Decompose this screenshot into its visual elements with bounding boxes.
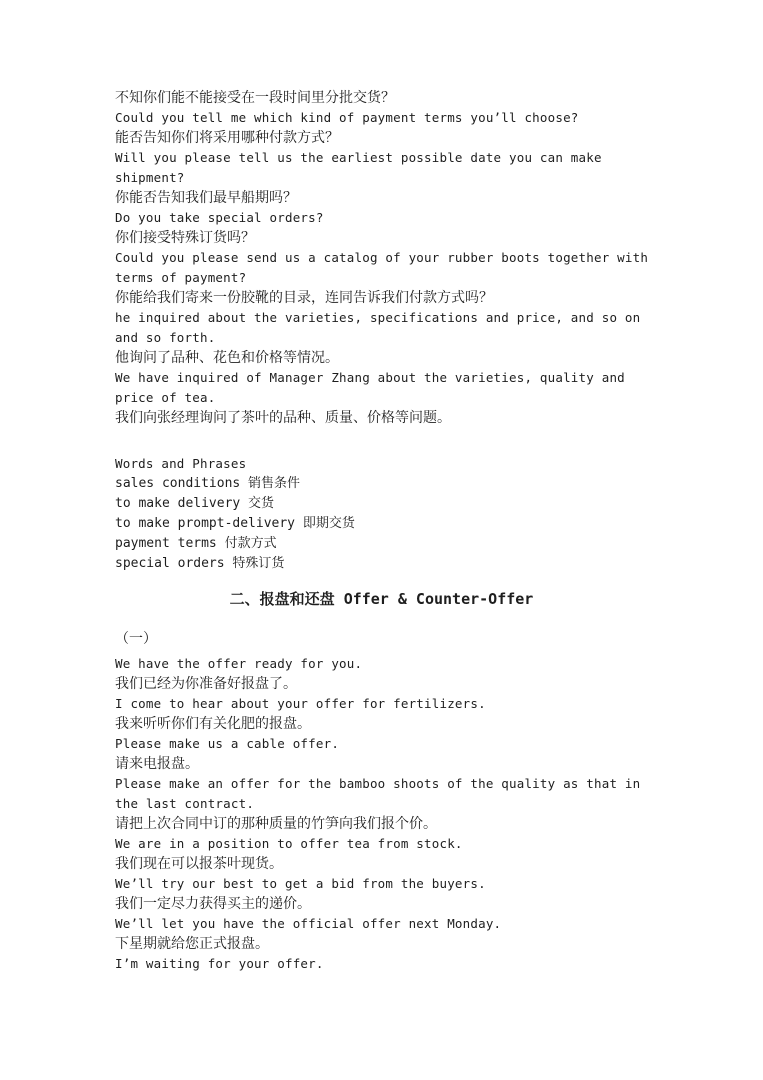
english-line: Please make us a cable offer. <box>115 736 340 751</box>
chinese-line: 下星期就给您正式报盘。 <box>115 936 269 952</box>
paragraph <box>0 88 763 108</box>
section2-paragraphs <box>0 654 763 974</box>
word-phrase-item: special orders 特殊订货 <box>115 556 285 571</box>
chinese-line: 你们接受特殊订货吗？ <box>115 230 255 246</box>
english-line: I’m waiting for your offer. <box>115 956 324 971</box>
english-line: terms of payment? <box>115 270 247 285</box>
chinese-line: 我们现在可以报茶叶现货。 <box>115 856 283 872</box>
english-line: Will you please tell us the earliest possible date you can make <box>115 150 602 165</box>
paragraph <box>0 368 763 428</box>
english-line: Do you take special orders? <box>115 210 324 225</box>
word-phrase-item: sales conditions 销售条件 <box>115 476 301 491</box>
paragraph <box>0 834 763 874</box>
chinese-line: 请来电报盘。 <box>115 756 199 772</box>
chinese-line: 请把上次合同中订的那种质量的竹笋向我们报个价。 <box>115 816 437 832</box>
words-and-phrases-list <box>0 474 763 574</box>
english-line: We have inquired of Manager Zhang about the varieties, quality and <box>115 370 625 385</box>
english-line: shipment? <box>115 170 185 185</box>
paragraph <box>0 248 763 308</box>
paragraph <box>0 874 763 914</box>
english-line: I come to hear about your offer for fertilizers. <box>115 696 486 711</box>
chinese-line: 我来听听你们有关化肥的报盘。 <box>115 716 311 732</box>
english-line: he inquired about the varieties, specifications and price, and so on <box>115 310 641 325</box>
word-phrase-item: payment terms 付款方式 <box>115 536 277 551</box>
paragraph <box>0 308 763 368</box>
english-line: price of tea. <box>115 390 216 405</box>
paragraph <box>0 148 763 208</box>
paragraph <box>0 954 763 974</box>
english-line: We’ll let you have the official offer next Monday. <box>115 916 502 931</box>
paragraph <box>0 734 763 774</box>
chinese-line: 我们已经为你准备好报盘了。 <box>115 676 297 692</box>
english-line: We have the offer ready for you. <box>115 656 363 671</box>
section1-paragraphs <box>0 88 763 428</box>
words-and-phrases-block <box>0 454 763 574</box>
chinese-line: 我们一定尽力获得买主的递价。 <box>115 896 311 912</box>
chinese-line: 能否告知你们将采用哪种付款方式？ <box>115 130 339 146</box>
words-and-phrases-title: Words and Phrases <box>115 456 247 471</box>
english-line: Could you please send us a catalog of your rubber boots together with <box>115 250 649 265</box>
chinese-line: 我们向张经理询问了茶叶的品种、质量、价格等问题。 <box>115 410 451 426</box>
paragraph <box>0 694 763 734</box>
paragraph <box>0 774 763 834</box>
english-line: Could you tell me which kind of payment terms you’ll choose? <box>115 110 579 125</box>
word-phrase-item: to make delivery 交货 <box>115 496 275 511</box>
paragraph <box>0 654 763 694</box>
english-line: the last contract. <box>115 796 255 811</box>
english-line: We are in a position to offer tea from stock. <box>115 836 463 851</box>
paragraph <box>0 208 763 248</box>
english-line: We’ll try our best to get a bid from the buyers. <box>115 876 486 891</box>
section2-heading: 二、报盘和还盘 Offer & Counter-Offer <box>229 590 534 608</box>
chinese-line: 你能给我们寄来一份胶靴的目录，连同告诉我们付款方式吗？ <box>115 290 493 306</box>
english-line: Please make an offer for the bamboo shoots of the quality as that in <box>115 776 641 791</box>
word-phrase-item: to make prompt-delivery 即期交货 <box>115 516 355 531</box>
subsection-marker: （一） <box>115 631 157 647</box>
chinese-line: 他询问了品种、花色和价格等情况。 <box>115 350 339 366</box>
paragraph <box>0 914 763 954</box>
chinese-line: 你能否告知我们最早船期吗？ <box>115 190 297 206</box>
chinese-line: 不知你们能不能接受在一段时间里分批交货？ <box>115 90 395 106</box>
english-line: and so forth. <box>115 330 216 345</box>
paragraph <box>0 108 763 148</box>
